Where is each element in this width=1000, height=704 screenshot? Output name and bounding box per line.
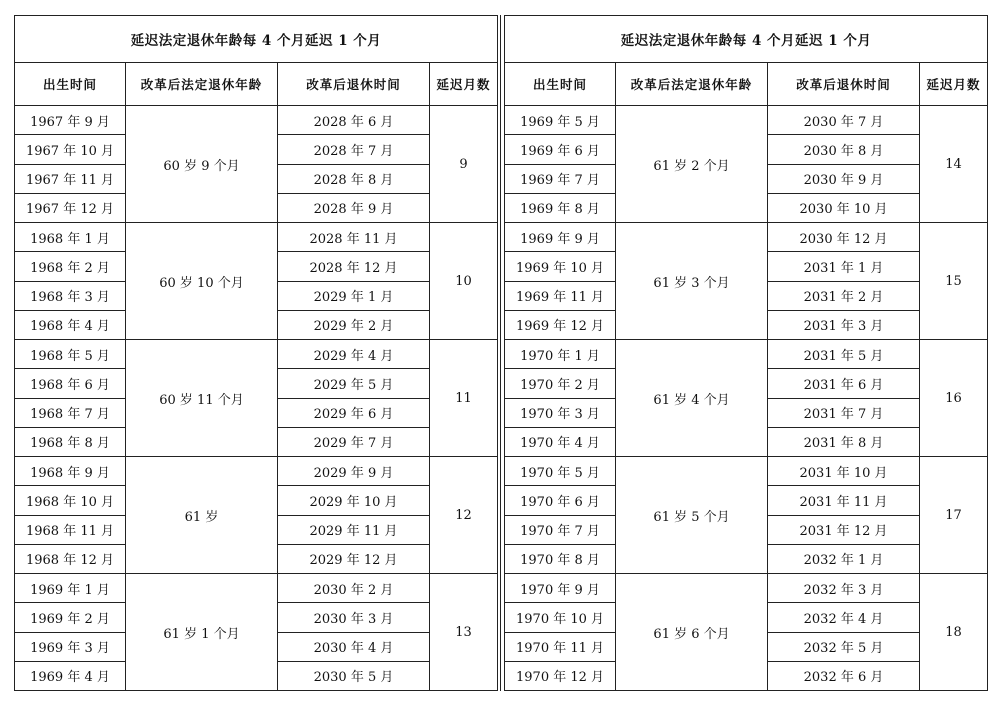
birth-date-cell: 1969 年 12 月 (505, 310, 616, 339)
retirement-age-cell: 60 岁 9 个月 (126, 106, 278, 223)
birth-date-cell: 1970 年 11 月 (505, 632, 616, 661)
retirement-age-cell: 61 岁 2 个月 (616, 106, 768, 223)
table-row (505, 457, 988, 486)
retirement-date-cell: 2029 年 2 月 (278, 310, 430, 339)
retirement-date-cell: 2032 年 6 月 (768, 661, 920, 690)
birth-date-cell: 1970 年 2 月 (505, 369, 616, 398)
birth-date-cell: 1970 年 4 月 (505, 427, 616, 456)
retirement-age-cell: 60 岁 11 个月 (126, 340, 278, 457)
birth-date-cell: 1968 年 6 月 (15, 369, 126, 398)
retirement-date-cell: 2029 年 1 月 (278, 281, 430, 310)
delay-months-cell: 17 (920, 457, 988, 574)
retirement-date-cell: 2029 年 12 月 (278, 544, 430, 573)
retirement-table-left (14, 15, 498, 691)
retirement-date-cell: 2031 年 2 月 (768, 281, 920, 310)
retirement-date-cell: 2028 年 8 月 (278, 164, 430, 193)
delay-months-cell: 13 (430, 574, 498, 691)
birth-date-cell: 1969 年 10 月 (505, 252, 616, 281)
birth-date-cell: 1969 年 5 月 (505, 106, 616, 135)
retirement-date-cell: 2029 年 6 月 (278, 398, 430, 427)
retirement-date-cell: 2032 年 3 月 (768, 574, 920, 603)
table-row (15, 340, 498, 369)
retirement-date-cell: 2028 年 6 月 (278, 106, 430, 135)
birth-date-cell: 1968 年 3 月 (15, 281, 126, 310)
birth-date-cell: 1968 年 9 月 (15, 457, 126, 486)
delay-months-cell: 9 (430, 106, 498, 223)
birth-date-cell: 1969 年 6 月 (505, 135, 616, 164)
retirement-date-cell: 2030 年 8 月 (768, 135, 920, 164)
table-divider (497, 15, 501, 691)
retirement-age-cell: 61 岁 5 个月 (616, 457, 768, 574)
retirement-age-cell: 61 岁 (126, 457, 278, 574)
table-row (505, 340, 988, 369)
birth-date-cell: 1967 年 12 月 (15, 193, 126, 222)
retirement-date-cell: 2029 年 4 月 (278, 340, 430, 369)
birth-date-cell: 1970 年 5 月 (505, 457, 616, 486)
retirement-age-cell: 61 岁 6 个月 (616, 574, 768, 691)
birth-date-cell: 1969 年 8 月 (505, 193, 616, 222)
column-header-age: 改革后法定退休年龄 (616, 63, 768, 106)
retirement-date-cell: 2030 年 10 月 (768, 193, 920, 222)
birth-date-cell: 1968 年 8 月 (15, 427, 126, 456)
retirement-date-cell: 2030 年 12 月 (768, 223, 920, 252)
retirement-date-cell: 2030 年 2 月 (278, 574, 430, 603)
retirement-date-cell: 2030 年 5 月 (278, 661, 430, 690)
retirement-age-cell: 61 岁 3 个月 (616, 223, 768, 340)
birth-date-cell: 1969 年 11 月 (505, 281, 616, 310)
column-header-retire: 改革后退休时间 (278, 63, 430, 106)
column-header-retire: 改革后退休时间 (768, 63, 920, 106)
retirement-date-cell: 2031 年 1 月 (768, 252, 920, 281)
retirement-date-cell: 2032 年 4 月 (768, 603, 920, 632)
birth-date-cell: 1967 年 10 月 (15, 135, 126, 164)
retirement-date-cell: 2030 年 4 月 (278, 632, 430, 661)
birth-date-cell: 1968 年 12 月 (15, 544, 126, 573)
retirement-date-cell: 2030 年 9 月 (768, 164, 920, 193)
birth-date-cell: 1968 年 11 月 (15, 515, 126, 544)
retirement-date-cell: 2030 年 3 月 (278, 603, 430, 632)
delay-months-cell: 11 (430, 340, 498, 457)
column-header-birth: 出生时间 (15, 63, 126, 106)
birth-date-cell: 1970 年 8 月 (505, 544, 616, 573)
column-header-delay: 延迟月数 (430, 63, 498, 106)
delay-months-cell: 14 (920, 106, 988, 223)
birth-date-cell: 1970 年 10 月 (505, 603, 616, 632)
retirement-date-cell: 2032 年 5 月 (768, 632, 920, 661)
retirement-date-cell: 2031 年 11 月 (768, 486, 920, 515)
retirement-age-cell: 61 岁 1 个月 (126, 574, 278, 691)
retirement-date-cell: 2028 年 11 月 (278, 223, 430, 252)
retirement-date-cell: 2031 年 6 月 (768, 369, 920, 398)
birth-date-cell: 1970 年 6 月 (505, 486, 616, 515)
delay-months-cell: 10 (430, 223, 498, 340)
retirement-date-cell: 2031 年 5 月 (768, 340, 920, 369)
retirement-date-cell: 2028 年 7 月 (278, 135, 430, 164)
birth-date-cell: 1969 年 9 月 (505, 223, 616, 252)
birth-date-cell: 1968 年 5 月 (15, 340, 126, 369)
column-header-birth: 出生时间 (505, 63, 616, 106)
retirement-date-cell: 2031 年 12 月 (768, 515, 920, 544)
retirement-date-cell: 2029 年 9 月 (278, 457, 430, 486)
retirement-date-cell: 2031 年 7 月 (768, 398, 920, 427)
retirement-date-cell: 2029 年 5 月 (278, 369, 430, 398)
retirement-date-cell: 2029 年 10 月 (278, 486, 430, 515)
column-header-age: 改革后法定退休年龄 (126, 63, 278, 106)
table-row (15, 574, 498, 603)
birth-date-cell: 1970 年 9 月 (505, 574, 616, 603)
birth-date-cell: 1969 年 7 月 (505, 164, 616, 193)
birth-date-cell: 1970 年 12 月 (505, 661, 616, 690)
birth-date-cell: 1969 年 4 月 (15, 661, 126, 690)
birth-date-cell: 1968 年 1 月 (15, 223, 126, 252)
table-row (505, 223, 988, 252)
retirement-date-cell: 2029 年 11 月 (278, 515, 430, 544)
retirement-age-cell: 61 岁 4 个月 (616, 340, 768, 457)
table-title: 延迟法定退休年龄每 4 个月延迟 1 个月 (15, 16, 498, 63)
delay-months-cell: 18 (920, 574, 988, 691)
retirement-date-cell: 2029 年 7 月 (278, 427, 430, 456)
table-row (15, 457, 498, 486)
birth-date-cell: 1968 年 10 月 (15, 486, 126, 515)
birth-date-cell: 1968 年 7 月 (15, 398, 126, 427)
birth-date-cell: 1969 年 2 月 (15, 603, 126, 632)
birth-date-cell: 1968 年 4 月 (15, 310, 126, 339)
retirement-age-cell: 60 岁 10 个月 (126, 223, 278, 340)
retirement-date-cell: 2028 年 12 月 (278, 252, 430, 281)
retirement-date-cell: 2031 年 8 月 (768, 427, 920, 456)
column-header-delay: 延迟月数 (920, 63, 988, 106)
birth-date-cell: 1969 年 3 月 (15, 632, 126, 661)
retirement-date-cell: 2031 年 3 月 (768, 310, 920, 339)
table-row (15, 223, 498, 252)
table-row (505, 574, 988, 603)
birth-date-cell: 1968 年 2 月 (15, 252, 126, 281)
delay-months-cell: 15 (920, 223, 988, 340)
retirement-date-cell: 2032 年 1 月 (768, 544, 920, 573)
retirement-date-cell: 2028 年 9 月 (278, 193, 430, 222)
birth-date-cell: 1969 年 1 月 (15, 574, 126, 603)
birth-date-cell: 1970 年 1 月 (505, 340, 616, 369)
table-row (505, 106, 988, 135)
retirement-date-cell: 2031 年 10 月 (768, 457, 920, 486)
birth-date-cell: 1970 年 7 月 (505, 515, 616, 544)
delay-months-cell: 16 (920, 340, 988, 457)
birth-date-cell: 1967 年 11 月 (15, 164, 126, 193)
table-row (15, 106, 498, 135)
retirement-table-right (504, 15, 988, 691)
retirement-date-cell: 2030 年 7 月 (768, 106, 920, 135)
delay-months-cell: 12 (430, 457, 498, 574)
birth-date-cell: 1967 年 9 月 (15, 106, 126, 135)
birth-date-cell: 1970 年 3 月 (505, 398, 616, 427)
table-title: 延迟法定退休年龄每 4 个月延迟 1 个月 (505, 16, 988, 63)
